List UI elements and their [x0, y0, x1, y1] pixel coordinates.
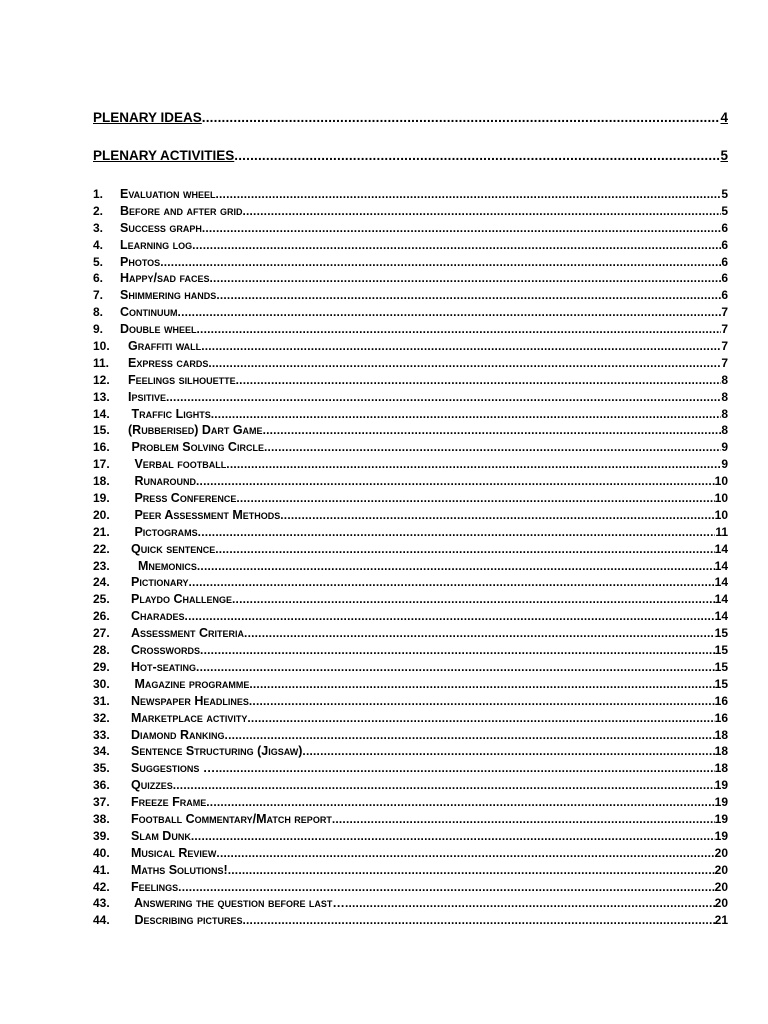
toc-item-list — [93, 186, 728, 929]
toc-item-number: 27. — [93, 626, 110, 641]
toc-heading-plenary-ideas[interactable] — [93, 110, 728, 126]
dot-leader — [226, 456, 721, 473]
dot-leader — [332, 811, 715, 828]
toc-item-page: 8 — [721, 372, 728, 387]
toc-item-number: 15. — [93, 423, 110, 438]
toc-item-label: Double wheel — [120, 322, 197, 337]
dot-leader — [236, 372, 722, 389]
toc-item-number: 2. — [93, 203, 104, 218]
toc-item-label: Slam Dunk — [131, 828, 191, 843]
toc-item[interactable] — [93, 811, 728, 828]
toc-item-label: Quizzes — [131, 778, 173, 793]
toc-item-number: 41. — [93, 862, 110, 877]
toc-item[interactable] — [93, 287, 728, 304]
toc-item-number: 13. — [93, 389, 110, 404]
dot-leader — [280, 507, 714, 524]
dot-leader — [202, 110, 721, 126]
dot-leader — [178, 304, 722, 321]
toc-item-page: 18 — [714, 744, 728, 759]
dot-leader — [178, 879, 714, 896]
toc-item-label: Marketplace activity — [131, 710, 248, 725]
dot-leader — [225, 727, 715, 744]
toc-item-number: 8. — [93, 305, 104, 320]
toc-item-number: 34. — [93, 744, 110, 759]
toc-item-label: Mnemonics — [131, 558, 197, 573]
toc-item-number: 29. — [93, 659, 110, 674]
toc-item-number: 42. — [93, 879, 110, 894]
toc-item-number: 4. — [93, 237, 104, 252]
toc-item[interactable] — [93, 828, 728, 845]
dot-leader — [208, 355, 721, 372]
toc-item-label: Answering the question before last… — [131, 896, 345, 911]
toc-item-label: Success graph — [120, 220, 202, 235]
toc-item-page: 15 — [714, 626, 728, 641]
toc-item[interactable] — [93, 693, 728, 710]
toc-item-label: Verbal football — [131, 457, 227, 472]
toc-item-number: 23. — [93, 558, 110, 573]
toc-item-label: Evaluation wheel — [120, 187, 216, 201]
toc-item[interactable] — [93, 203, 728, 220]
dot-leader — [232, 591, 715, 608]
toc-item-page: 10 — [714, 474, 728, 489]
toc-item[interactable] — [93, 895, 728, 912]
toc-item-label: Newspaper Headlines — [131, 693, 249, 708]
toc-item[interactable] — [93, 220, 728, 237]
toc-item[interactable] — [93, 777, 728, 794]
toc-item-number: 10. — [93, 339, 110, 354]
toc-item-label: Traffic Lights — [128, 406, 211, 421]
dot-leader — [201, 338, 721, 355]
dot-leader — [228, 862, 715, 879]
toc-item-page: 15 — [714, 643, 728, 658]
dot-leader — [216, 845, 714, 862]
dot-leader — [189, 574, 715, 591]
dot-leader — [345, 895, 715, 912]
dot-leader — [244, 625, 715, 642]
toc-item[interactable] — [93, 727, 728, 744]
toc-item-page: 18 — [714, 727, 728, 742]
toc-item-page: 14 — [714, 558, 728, 573]
dot-leader — [173, 777, 715, 794]
toc-item-page: 14 — [714, 541, 728, 556]
toc-item-page: 10 — [714, 491, 728, 506]
toc-heading-page: 4 — [720, 110, 728, 125]
toc-item-page: 15 — [714, 659, 728, 674]
toc-item-number: 18. — [93, 474, 110, 489]
dot-leader — [302, 743, 714, 760]
toc-item[interactable] — [93, 355, 728, 372]
toc-item-label: Charades — [131, 609, 185, 624]
toc-item[interactable] — [93, 794, 728, 811]
toc-item-page: 20 — [714, 845, 728, 860]
toc-item[interactable] — [93, 270, 728, 287]
toc-item-label: Sentence Structuring (Jigsaw) — [131, 744, 303, 759]
dot-leader — [215, 760, 714, 777]
toc-item-number: 39. — [93, 828, 110, 843]
toc-item-page: 6 — [721, 288, 728, 303]
toc-item[interactable] — [93, 845, 728, 862]
toc-item-label: Musical Review — [131, 845, 217, 860]
toc-item-number: 11. — [93, 355, 110, 370]
toc-item-page: 16 — [714, 710, 728, 725]
toc-item[interactable] — [93, 710, 728, 727]
toc-item-page: 20 — [714, 896, 728, 911]
toc-item-label: Photos — [120, 254, 161, 269]
toc-item-number: 17. — [93, 457, 110, 472]
dot-leader — [197, 321, 722, 338]
toc-item[interactable] — [93, 490, 728, 507]
dot-leader — [234, 148, 720, 164]
toc-item[interactable] — [93, 879, 728, 896]
toc-item-number: 22. — [93, 541, 110, 556]
dot-leader — [215, 541, 714, 558]
toc-item-page: 16 — [714, 693, 728, 708]
toc-item[interactable] — [93, 372, 728, 389]
toc-heading-title: PLENARY ACTIVITIES — [93, 148, 235, 163]
toc-item-label: Shimmering hands — [120, 288, 217, 303]
toc-item[interactable] — [93, 912, 728, 929]
dot-leader — [263, 422, 722, 439]
toc-item-page: 8 — [721, 423, 728, 438]
toc-item-page: 5 — [721, 187, 728, 201]
toc-item-page: 5 — [721, 203, 728, 218]
toc-item-page: 7 — [721, 322, 728, 337]
dot-leader — [210, 270, 722, 287]
toc-item[interactable] — [93, 422, 728, 439]
toc-heading-page: 5 — [720, 148, 728, 163]
toc-item[interactable] — [93, 760, 728, 777]
toc-item-number: 1. — [93, 187, 104, 201]
toc-item-label: Continuum — [120, 305, 178, 320]
toc-item-page: 14 — [714, 592, 728, 607]
toc-item[interactable] — [93, 608, 728, 625]
toc-item-page: 9 — [721, 440, 728, 455]
toc-item-number: 35. — [93, 761, 110, 776]
toc-item-number: 19. — [93, 491, 110, 506]
toc-item-number: 44. — [93, 913, 110, 928]
toc-item[interactable] — [93, 254, 728, 271]
toc-item[interactable] — [93, 507, 728, 524]
dot-leader — [197, 558, 715, 575]
toc-item-number: 43. — [93, 896, 110, 911]
toc-item-page: 19 — [714, 795, 728, 810]
toc-item-page: 9 — [721, 457, 728, 472]
toc-item-label: Maths Solutions! — [131, 862, 228, 877]
toc-item-number: 37. — [93, 795, 110, 810]
toc-item[interactable] — [93, 642, 728, 659]
dot-leader — [160, 254, 721, 271]
toc-item-page: 14 — [714, 609, 728, 624]
toc-item-number: 9. — [93, 322, 104, 337]
toc-item-number: 25. — [93, 592, 110, 607]
toc-item[interactable] — [93, 304, 728, 321]
toc-item-number: 31. — [93, 693, 110, 708]
toc-item-page: 18 — [714, 761, 728, 776]
toc-item-label: Graffiti wall — [128, 339, 202, 354]
toc-item-label: Feelings — [131, 879, 179, 894]
toc-heading-plenary-activities[interactable] — [93, 148, 728, 164]
dot-leader — [200, 642, 715, 659]
toc-item-number: 21. — [93, 524, 110, 539]
toc-item-label: Assessment Criteria — [131, 626, 245, 641]
toc-item-label: Runaround — [131, 474, 196, 489]
toc-item-number: 36. — [93, 778, 110, 793]
toc-item-page: 6 — [721, 271, 728, 286]
toc-item-number: 33. — [93, 727, 110, 742]
toc-item-page: 7 — [721, 355, 728, 370]
toc-item-page: 20 — [714, 862, 728, 877]
dot-leader — [166, 389, 721, 406]
toc-item-page: 19 — [714, 811, 728, 826]
dot-leader — [198, 524, 716, 541]
toc-item[interactable] — [93, 574, 728, 591]
dot-leader — [215, 186, 721, 203]
toc-item-label: Diamond Ranking — [131, 727, 225, 742]
toc-item-label: Problem Solving Circle — [128, 440, 264, 455]
dot-leader — [242, 912, 714, 929]
toc-item[interactable] — [93, 473, 728, 490]
toc-item[interactable] — [93, 186, 728, 203]
dot-leader — [202, 220, 721, 237]
toc-item-page: 8 — [721, 406, 728, 421]
toc-item-page: 21 — [714, 913, 728, 928]
toc-item-label: Ipsitive — [128, 389, 166, 404]
toc-item-number: 38. — [93, 811, 110, 826]
toc-item-label: Quick sentence — [131, 541, 216, 556]
toc-item[interactable] — [93, 338, 728, 355]
toc-item-page: 14 — [714, 575, 728, 590]
toc-item-number: 30. — [93, 676, 110, 691]
toc-item-label: Pictograms — [131, 524, 198, 539]
dot-leader — [196, 473, 715, 490]
toc-item[interactable] — [93, 237, 728, 254]
toc-heading-title: PLENARY IDEAS — [93, 110, 202, 125]
toc-item-label: Happy/sad faces — [120, 271, 210, 286]
toc-item-number: 32. — [93, 710, 110, 725]
toc-item[interactable] — [93, 406, 728, 423]
toc-item[interactable] — [93, 862, 728, 879]
toc-item-number: 16. — [93, 440, 110, 455]
dot-leader — [247, 710, 714, 727]
dot-leader — [206, 794, 714, 811]
toc-item-label: Football Commentary/Match report — [131, 811, 332, 826]
toc-item-label: Express cards — [128, 355, 209, 370]
toc-item-number: 26. — [93, 609, 110, 624]
dot-leader — [192, 237, 721, 254]
toc-item-label: Before and after grid — [120, 203, 243, 218]
toc-item-label: Learning log — [120, 237, 193, 252]
dot-leader — [216, 287, 721, 304]
dot-leader — [196, 659, 715, 676]
toc-item-label: Crosswords — [131, 643, 201, 658]
toc-item-page: 19 — [714, 778, 728, 793]
toc-item[interactable] — [93, 524, 728, 541]
dot-leader — [249, 693, 715, 710]
toc-item-page: 8 — [721, 389, 728, 404]
toc-item[interactable] — [93, 389, 728, 406]
toc-item[interactable] — [93, 743, 728, 760]
toc-item-number: 12. — [93, 372, 110, 387]
toc-item[interactable] — [93, 541, 728, 558]
toc-item-number: 5. — [93, 254, 104, 269]
toc-item-page: 19 — [714, 828, 728, 843]
toc-item-page: 15 — [714, 676, 728, 691]
toc-item-page: 7 — [721, 339, 728, 354]
dot-leader — [242, 203, 721, 220]
toc-item[interactable] — [93, 625, 728, 642]
toc-item-number: 40. — [93, 845, 110, 860]
toc-item-page: 6 — [721, 220, 728, 235]
toc-item[interactable] — [93, 456, 728, 473]
toc-item-label: Describing pictures — [131, 913, 243, 928]
toc-item-label: Suggestions … — [131, 761, 216, 776]
toc-item-label: Press Conference — [131, 491, 237, 506]
toc-item-page: 10 — [714, 507, 728, 522]
toc-item[interactable] — [93, 659, 728, 676]
toc-item[interactable] — [93, 321, 728, 338]
toc-item-label: Feelings silhouette — [128, 372, 236, 387]
toc-item-label: Peer Assessment Methods — [131, 507, 281, 522]
dot-leader — [185, 608, 715, 625]
toc-item-page: 6 — [721, 237, 728, 252]
toc-item-page: 7 — [721, 305, 728, 320]
toc-item-number: 28. — [93, 643, 110, 658]
dot-leader — [211, 406, 722, 423]
toc-item-label: (Rubberised) Dart Game — [128, 423, 263, 438]
toc-item[interactable] — [93, 558, 728, 575]
toc-item-label: Playdo Challenge — [131, 592, 233, 607]
toc-item-label: Hot-seating — [131, 659, 197, 674]
toc-item-number: 14. — [93, 406, 110, 421]
toc-item-page: 20 — [714, 879, 728, 894]
toc-item-label: Magazine programme — [131, 676, 250, 691]
toc-item-page: 6 — [721, 254, 728, 269]
dot-leader — [236, 490, 714, 507]
toc-item-number: 24. — [93, 575, 110, 590]
toc-item-page: 11 — [715, 524, 728, 539]
toc-item-label: Pictionary — [131, 575, 189, 590]
toc-item[interactable] — [93, 439, 728, 456]
toc-item-number: 7. — [93, 288, 104, 303]
dot-leader — [191, 828, 715, 845]
dot-leader — [249, 676, 714, 693]
toc-item-label: Freeze Frame — [131, 795, 207, 810]
toc-item[interactable] — [93, 676, 728, 693]
toc-item-number: 6. — [93, 271, 104, 286]
toc-item-number: 3. — [93, 220, 104, 235]
dot-leader — [264, 439, 721, 456]
toc-item-number: 20. — [93, 507, 110, 522]
toc-item[interactable] — [93, 591, 728, 608]
